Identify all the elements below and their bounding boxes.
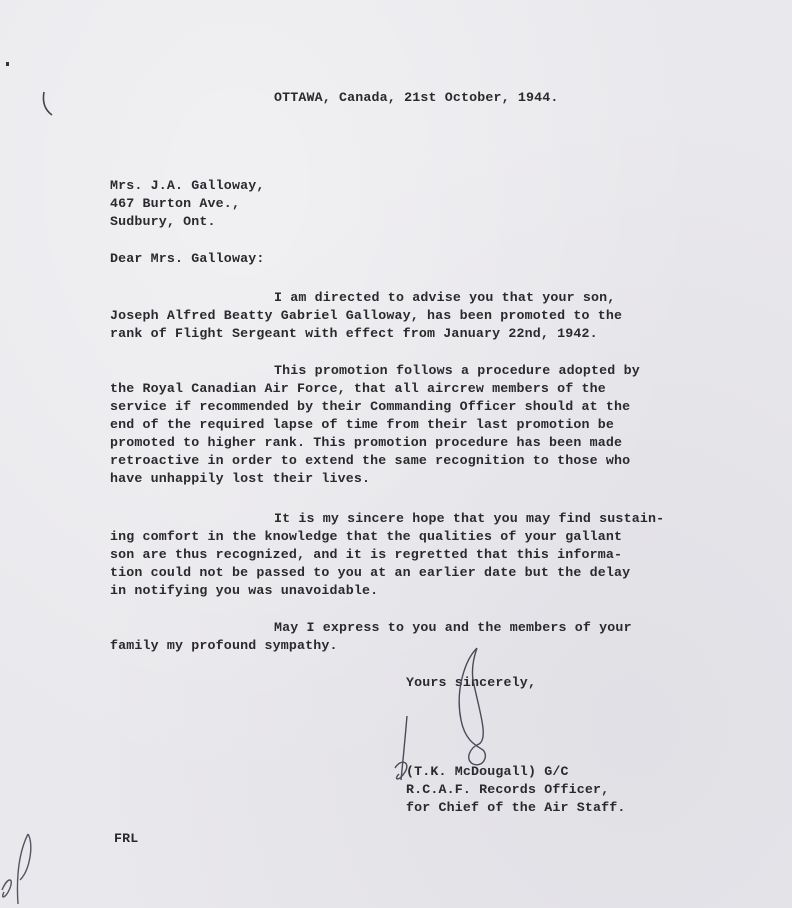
signature-name: (T.K. McDougall) G/C <box>406 764 569 779</box>
paragraph-2-line: end of the required lapse of time from their last promotion be <box>110 417 615 432</box>
paragraph-2-line: retroactive in order to extend the same recognition to those who <box>110 453 631 468</box>
paragraph-4-line: family my profound sympathy. <box>110 638 338 653</box>
paragraph-4-line: May I express to you and the members of your <box>274 620 632 635</box>
paragraph-3-line: It is my sincere hope that you may find sustain- <box>274 511 665 526</box>
paragraph-1-line: rank of Flight Sergeant with effect from January 22nd, 1942. <box>110 326 598 341</box>
paragraph-2-line: the Royal Canadian Air Force, that all aircrew members of the <box>110 381 606 396</box>
paragraph-2-line: This promotion follows a procedure adopted by <box>274 363 640 378</box>
paragraph-2-line: promoted to higher rank. This promotion procedure has been made <box>110 435 623 450</box>
paragraph-2-line: have unhappily lost their lives. <box>110 471 371 486</box>
closing: Yours sincerely, <box>406 675 537 690</box>
paragraph-2-line: service if recommended by their Commanding Officer should at the <box>110 399 631 414</box>
signature-title: R.C.A.F. Records Officer, <box>406 782 610 797</box>
paragraph-3-line: tion could not be passed to you at an earlier date but the delay <box>110 565 631 580</box>
recipient-name: Mrs. J.A. Galloway, <box>110 178 265 193</box>
dateline: OTTAWA, Canada, 21st October, 1944. <box>274 90 559 105</box>
paragraph-1-line: I am directed to advise you that your son, <box>274 290 616 305</box>
paragraph-1-line: Joseph Alfred Beatty Gabriel Galloway, has been promoted to the <box>110 308 623 323</box>
handwritten-initials-icon <box>0 830 50 908</box>
recipient-city: Sudbury, Ont. <box>110 214 216 229</box>
margin-mark-icon <box>0 55 60 125</box>
recipient-street: 467 Burton Ave., <box>110 196 241 211</box>
signature-on-behalf: for Chief of the Air Staff. <box>406 800 626 815</box>
salutation: Dear Mrs. Galloway: <box>110 251 265 266</box>
paragraph-3-line: in notifying you was unavoidable. <box>110 583 379 598</box>
typist-initials: FRL <box>114 831 139 846</box>
paragraph-3-line: ing comfort in the knowledge that the qualities of your gallant <box>110 529 623 544</box>
paragraph-3-line: son are thus recognized, and it is regretted that this informa- <box>110 547 623 562</box>
